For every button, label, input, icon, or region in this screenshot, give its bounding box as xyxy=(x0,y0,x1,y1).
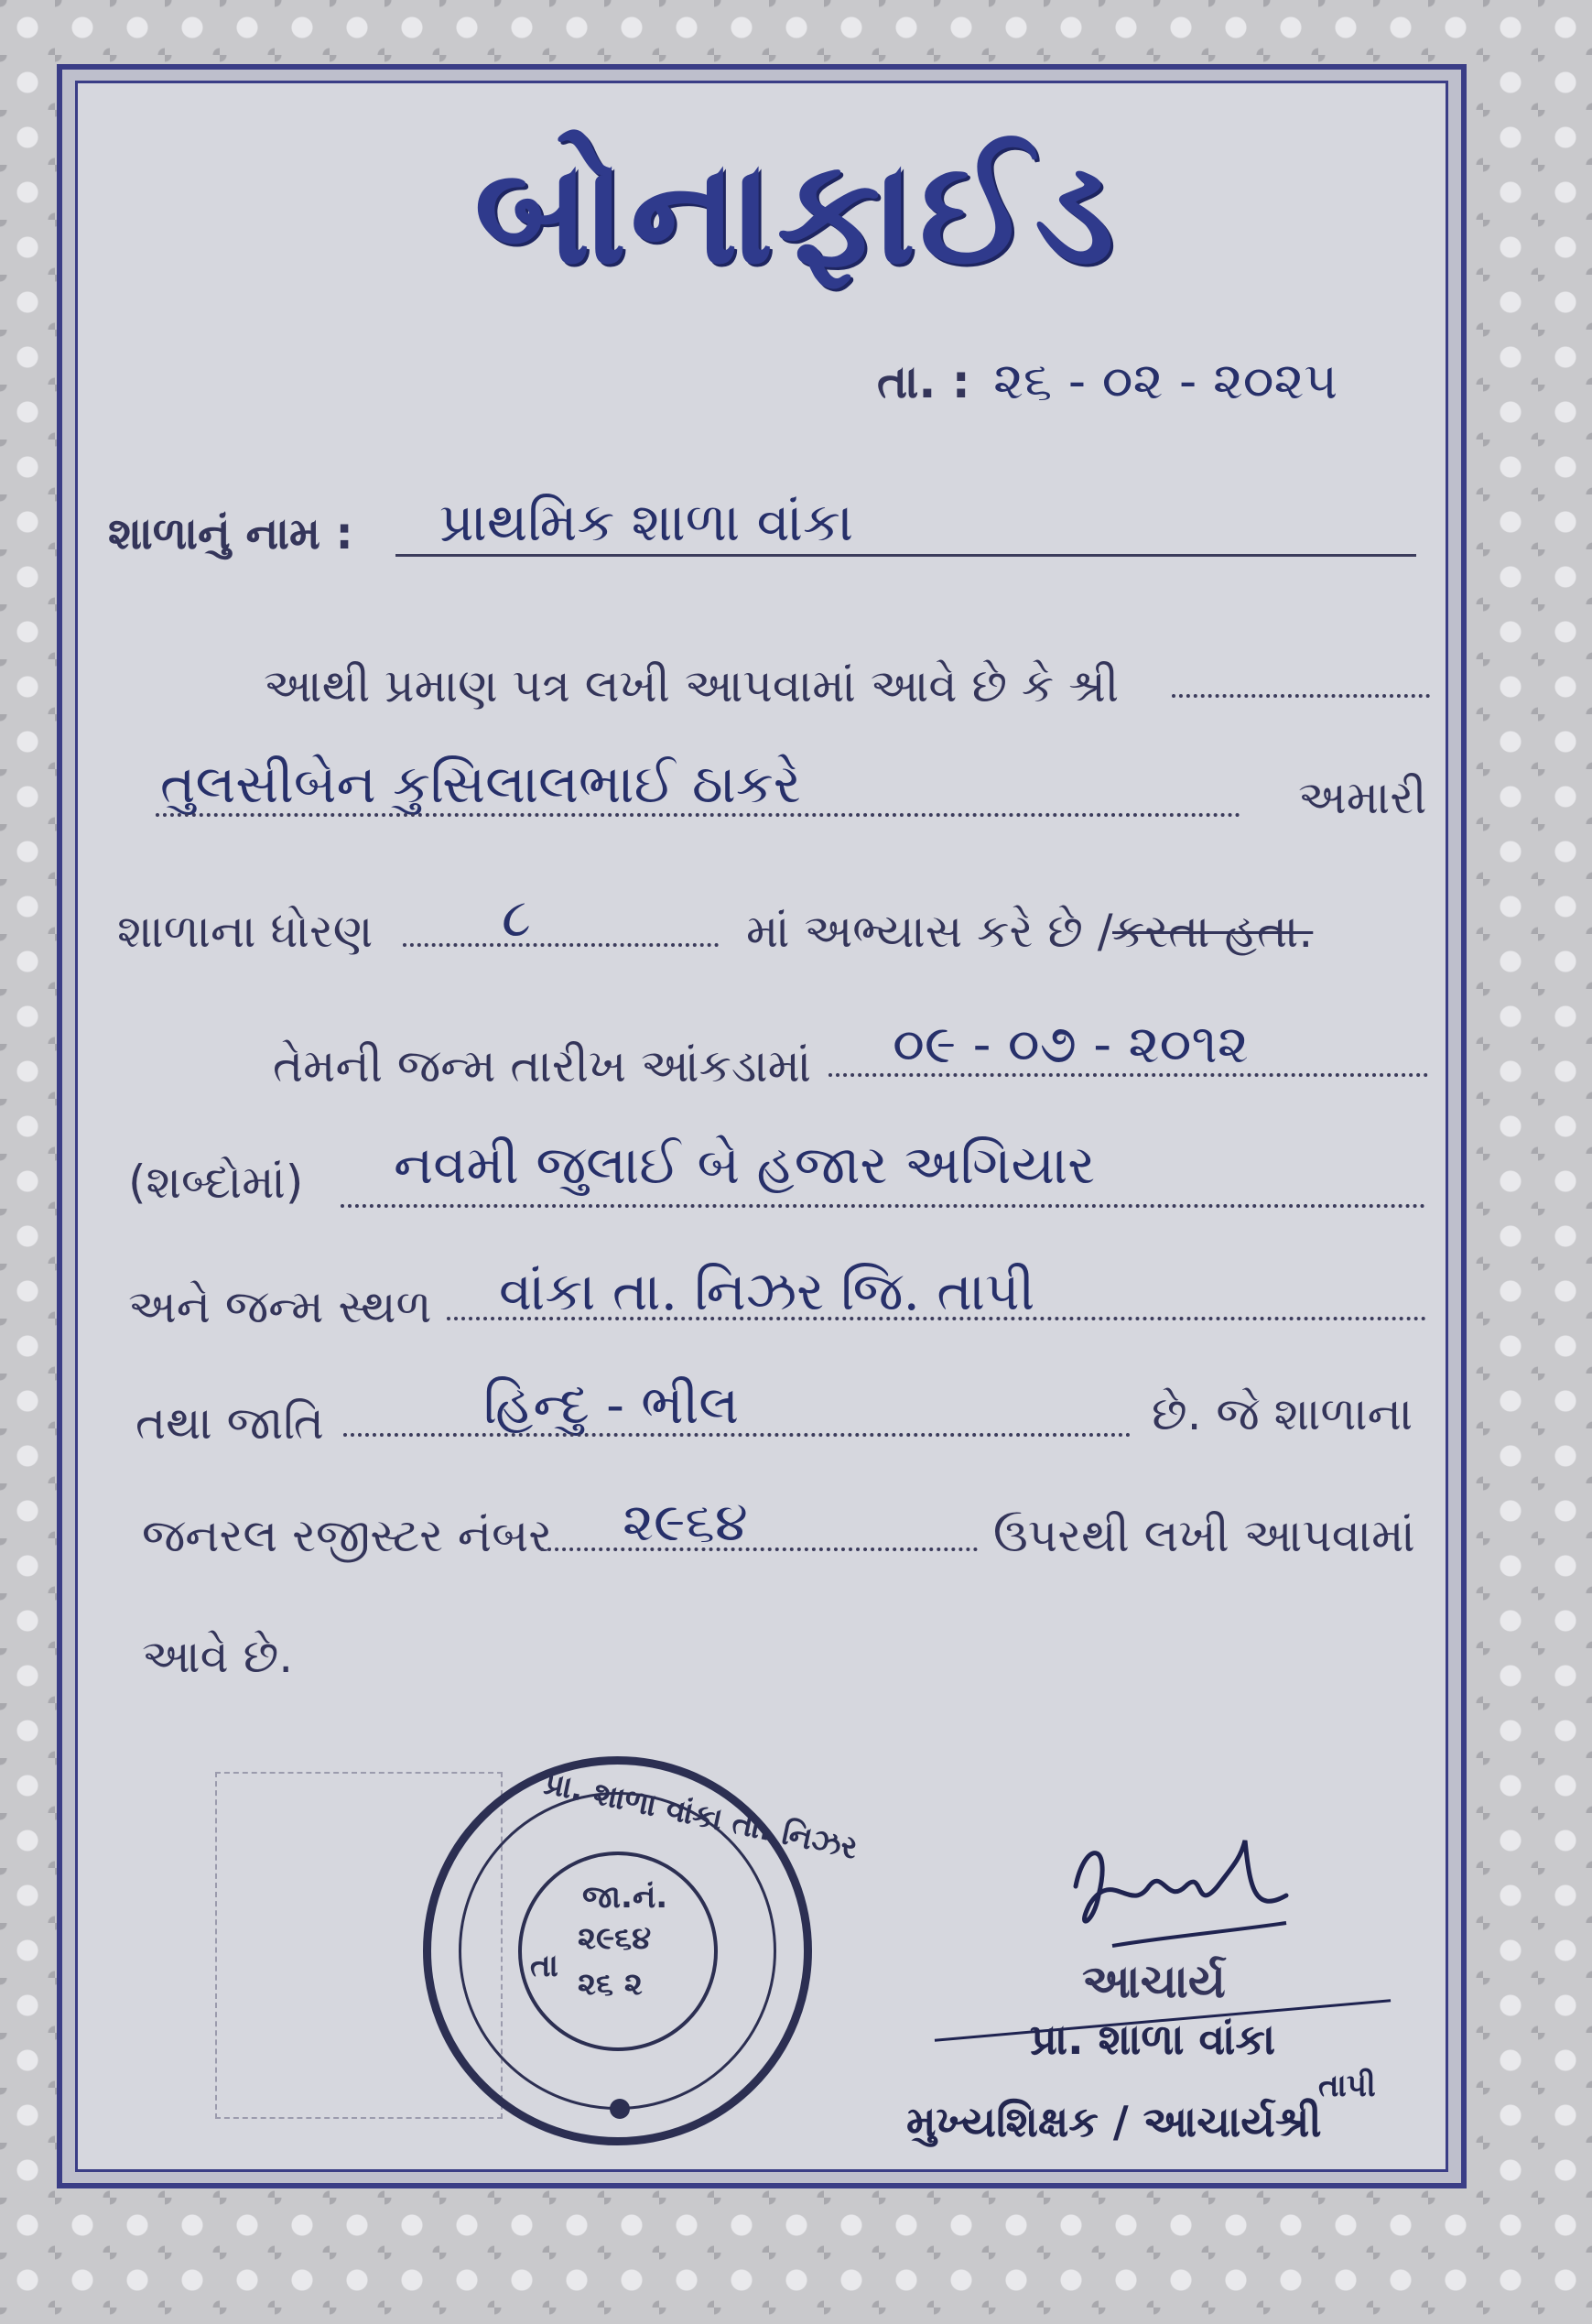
closing-text: આવે છે. xyxy=(142,1630,294,1683)
student-name-dots xyxy=(156,813,1240,817)
seal-gr-label: જા.નં. xyxy=(582,1879,668,1916)
caste-value: હિન્દુ - ભીલ xyxy=(483,1374,740,1436)
standard-value: ૮ xyxy=(502,886,531,949)
seal-dot xyxy=(610,2099,630,2119)
dob-value: ૦૯ - ૦૭ - ૨૦૧૨ xyxy=(893,1013,1249,1075)
signature-school: પ્રા. શાળા વાંકા xyxy=(1030,2014,1276,2064)
caste-label: તથા જાતિ xyxy=(135,1396,324,1450)
register-suffix: ઉપરથી લખી આપવામાં xyxy=(993,1509,1415,1562)
date-value: ૨૬ - ૦૨ - ૨૦૨૫ xyxy=(993,352,1338,411)
seal-ta-label: તા xyxy=(530,1948,558,1984)
seal-gr-value: ૨૯૬૪ xyxy=(578,1920,652,1957)
dob-words-label: (શબ્દોમાં) xyxy=(128,1156,304,1209)
our-text: અમારી xyxy=(1298,771,1427,824)
dob-label: તેમની જન્મ તારીખ આંકડામાં xyxy=(273,1039,812,1092)
standard-label: શાળાના ધોરણ xyxy=(117,905,374,958)
school-name-value: પ્રાથમિક શાળા વાંકા xyxy=(439,491,854,553)
date-label: તા. : xyxy=(877,355,970,408)
birthplace-label: અને જન્મ સ્થળ xyxy=(128,1280,432,1333)
studying-text: માં અભ્યાસ કરે છે / xyxy=(746,905,1113,958)
student-name-value: તુલસીબેન કુસિલાલભાઈ ઠાકરે xyxy=(160,753,801,815)
birthplace-dots xyxy=(447,1317,1426,1320)
register-value: ૨૯૬૪ xyxy=(623,1491,748,1553)
intro-dots xyxy=(1172,694,1430,698)
studied-struck-text: કરતા હતા. xyxy=(1112,905,1314,958)
signature-title: મુખ્યશિક્ષક / આચાર્યશ્રી xyxy=(906,2097,1322,2146)
register-label: જનરલ રજીસ્ટર નંબર xyxy=(142,1509,553,1562)
school-name-line xyxy=(395,554,1416,557)
register-dots xyxy=(540,1548,978,1551)
caste-suffix: છે. જે શાળાના xyxy=(1152,1387,1413,1440)
dob-words-dots xyxy=(341,1204,1425,1208)
dob-words-value: નવમી જુલાઈ બે હજાર અગિયાર xyxy=(394,1134,1096,1196)
certificate-title: બોનાફાઈડ xyxy=(473,128,1119,297)
caste-dots xyxy=(343,1433,1131,1437)
school-name-label: શાળાનું નામ : xyxy=(108,508,353,559)
school-seal xyxy=(423,1756,861,2145)
seal-outer-text: પ્રા. શાળા વાંકા તા. નિઝર xyxy=(540,1765,861,1867)
seal-date-value: ૨૬ ૨ xyxy=(578,1966,643,2003)
standard-dots xyxy=(403,943,719,947)
intro-text: આથી પ્રમાણ પત્ર લખી આપવામાં આવે છે કે શ્રી xyxy=(264,659,1120,712)
signature-district: તાપી xyxy=(1318,2068,1376,2104)
signature-role: આચાર્ય xyxy=(1082,1955,1226,2008)
dob-dots xyxy=(828,1073,1428,1077)
birthplace-value: વાંકા તા. નિઝર જિ. તાપી xyxy=(499,1260,1035,1322)
principal-signature xyxy=(1057,1831,1295,1969)
